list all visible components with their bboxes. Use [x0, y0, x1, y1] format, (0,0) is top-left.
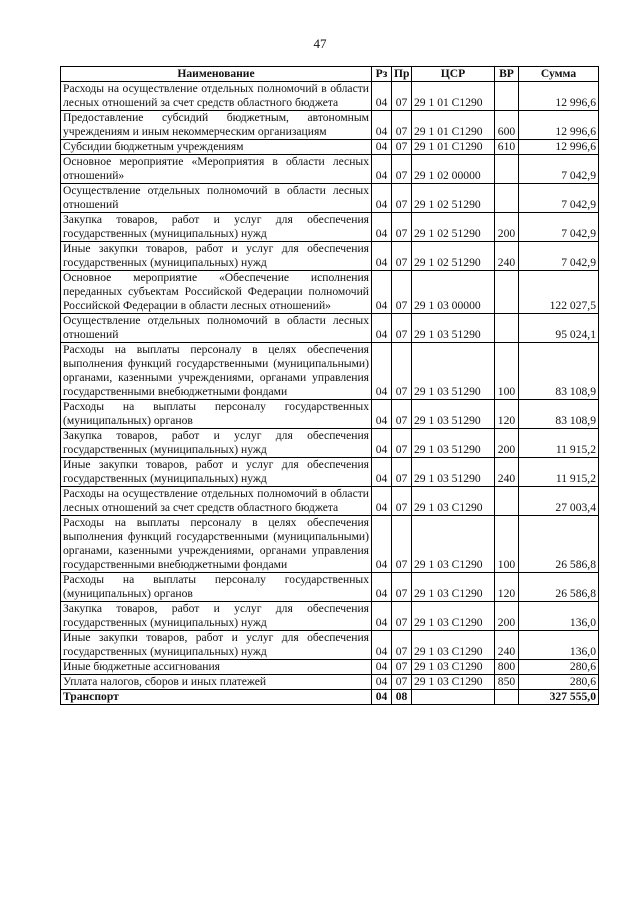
row-name: Предоставление субсидий бюджетным, автономным учреждениям и иным некоммерческим организациям	[61, 111, 372, 140]
row-sum: 26 586,8	[519, 516, 599, 573]
table-row	[61, 516, 599, 573]
row-rz: 04	[372, 213, 392, 242]
total-sum: 327 555,0	[519, 690, 599, 705]
row-csr: 29 1 03 51290	[412, 314, 495, 343]
row-csr: 29 1 03 51290	[412, 343, 495, 400]
row-vr: 200	[495, 429, 519, 458]
row-name: Закупка товаров, работ и услуг для обеспечения государственных (муниципальных) нужд	[61, 429, 372, 458]
row-csr: 29 1 03 С1290	[412, 516, 495, 573]
row-pr: 07	[392, 516, 412, 573]
row-pr: 07	[392, 140, 412, 155]
row-name: Расходы на выплаты персоналу в целях обеспечения выполнения функций государственными (муниципальными) органами, казенными учреждениями, органами управления государственными внебюджетными фондами	[61, 516, 372, 573]
row-rz: 04	[372, 660, 392, 675]
row-vr	[495, 82, 519, 111]
total-rz: 04	[372, 690, 392, 705]
table-row	[61, 675, 599, 690]
total-pr: 08	[392, 690, 412, 705]
row-vr: 100	[495, 516, 519, 573]
page-number: 47	[313, 36, 327, 51]
row-csr: 29 1 03 С1290	[412, 675, 495, 690]
row-rz: 04	[372, 675, 392, 690]
row-sum: 83 108,9	[519, 400, 599, 429]
row-vr: 120	[495, 573, 519, 602]
row-vr: 600	[495, 111, 519, 140]
row-vr: 200	[495, 602, 519, 631]
row-pr: 07	[392, 184, 412, 213]
row-rz: 04	[372, 516, 392, 573]
row-rz: 04	[372, 111, 392, 140]
row-vr	[495, 314, 519, 343]
row-vr: 800	[495, 660, 519, 675]
row-rz: 04	[372, 487, 392, 516]
row-csr: 29 1 02 51290	[412, 184, 495, 213]
table-row	[61, 631, 599, 660]
row-sum: 26 586,8	[519, 573, 599, 602]
row-pr: 07	[392, 82, 412, 111]
row-name: Осуществление отдельных полномочий в области лесных отношений	[61, 184, 372, 213]
row-pr: 07	[392, 631, 412, 660]
row-pr: 07	[392, 487, 412, 516]
row-name: Иные закупки товаров, работ и услуг для обеспечения государственных (муниципальных) нужд	[61, 458, 372, 487]
column-header-name: Наименование	[61, 67, 372, 82]
row-vr: 100	[495, 343, 519, 400]
table-row	[61, 111, 599, 140]
table-row	[61, 487, 599, 516]
row-sum: 7 042,9	[519, 213, 599, 242]
row-csr: 29 1 03 С1290	[412, 487, 495, 516]
row-rz: 04	[372, 429, 392, 458]
table-row	[61, 184, 599, 213]
row-pr: 07	[392, 111, 412, 140]
row-name: Закупка товаров, работ и услуг для обеспечения государственных (муниципальных) нужд	[61, 602, 372, 631]
row-sum: 280,6	[519, 675, 599, 690]
header-row	[61, 67, 599, 82]
row-sum: 95 024,1	[519, 314, 599, 343]
row-pr: 07	[392, 343, 412, 400]
row-name: Уплата налогов, сборов и иных платежей	[61, 675, 372, 690]
row-csr: 29 1 01 С1290	[412, 111, 495, 140]
row-sum: 83 108,9	[519, 343, 599, 400]
table-row	[61, 271, 599, 314]
row-vr: 850	[495, 675, 519, 690]
total-csr	[412, 690, 495, 705]
row-pr: 07	[392, 573, 412, 602]
column-header-rz: Рз	[372, 67, 392, 82]
table-row	[61, 573, 599, 602]
table-row	[61, 242, 599, 271]
row-rz: 04	[372, 400, 392, 429]
row-name: Расходы на осуществление отдельных полномочий в области лесных отношений за счет средств областного бюджета	[61, 82, 372, 111]
table-row	[61, 140, 599, 155]
budget-table	[60, 66, 599, 705]
total-vr	[495, 690, 519, 705]
row-name: Иные закупки товаров, работ и услуг для обеспечения государственных (муниципальных) нужд	[61, 242, 372, 271]
row-name: Расходы на выплаты персоналу государственных (муниципальных) органов	[61, 573, 372, 602]
row-sum: 136,0	[519, 631, 599, 660]
row-rz: 04	[372, 314, 392, 343]
table-row	[61, 660, 599, 675]
column-header-pr: Пр	[392, 67, 412, 82]
column-header-sum: Сумма	[519, 67, 599, 82]
row-rz: 04	[372, 631, 392, 660]
row-name: Осуществление отдельных полномочий в области лесных отношений	[61, 314, 372, 343]
row-vr: 200	[495, 213, 519, 242]
row-csr: 29 1 03 51290	[412, 429, 495, 458]
row-rz: 04	[372, 573, 392, 602]
row-rz: 04	[372, 458, 392, 487]
table-row	[61, 429, 599, 458]
row-pr: 07	[392, 242, 412, 271]
row-pr: 07	[392, 213, 412, 242]
row-name: Иные бюджетные ассигнования	[61, 660, 372, 675]
table-row	[61, 82, 599, 111]
row-rz: 04	[372, 82, 392, 111]
row-pr: 07	[392, 660, 412, 675]
row-csr: 29 1 03 51290	[412, 400, 495, 429]
row-csr: 29 1 03 51290	[412, 458, 495, 487]
table-body	[61, 82, 599, 705]
row-csr: 29 1 03 С1290	[412, 602, 495, 631]
row-sum: 11 915,2	[519, 429, 599, 458]
row-rz: 04	[372, 271, 392, 314]
row-rz: 04	[372, 140, 392, 155]
row-vr: 240	[495, 458, 519, 487]
row-sum: 280,6	[519, 660, 599, 675]
row-sum: 7 042,9	[519, 242, 599, 271]
row-name: Субсидии бюджетным учреждениям	[61, 140, 372, 155]
table-row	[61, 602, 599, 631]
row-csr: 29 1 03 С1290	[412, 631, 495, 660]
row-name: Закупка товаров, работ и услуг для обеспечения государственных (муниципальных) нужд	[61, 213, 372, 242]
row-vr	[495, 487, 519, 516]
row-pr: 07	[392, 155, 412, 184]
row-sum: 7 042,9	[519, 184, 599, 213]
row-sum: 12 996,6	[519, 82, 599, 111]
row-name: Расходы на выплаты персоналу в целях обеспечения выполнения функций государственными (муниципальными) органами, казенными учреждениями, органами управления государственными внебюджетными фондами	[61, 343, 372, 400]
row-name: Основное мероприятие «Мероприятия в области лесных отношений»	[61, 155, 372, 184]
table-row	[61, 343, 599, 400]
row-sum: 11 915,2	[519, 458, 599, 487]
row-csr: 29 1 03 С1290	[412, 573, 495, 602]
table-row	[61, 155, 599, 184]
total-row	[61, 690, 599, 705]
row-rz: 04	[372, 343, 392, 400]
row-vr	[495, 271, 519, 314]
row-csr: 29 1 01 С1290	[412, 140, 495, 155]
row-vr: 610	[495, 140, 519, 155]
row-vr: 120	[495, 400, 519, 429]
row-name: Расходы на осуществление отдельных полномочий в области лесных отношений за счет средств областного бюджета	[61, 487, 372, 516]
row-pr: 07	[392, 429, 412, 458]
row-sum: 7 042,9	[519, 155, 599, 184]
row-pr: 07	[392, 271, 412, 314]
row-sum: 122 027,5	[519, 271, 599, 314]
row-name: Расходы на выплаты персоналу государственных (муниципальных) органов	[61, 400, 372, 429]
row-pr: 07	[392, 458, 412, 487]
row-sum: 12 996,6	[519, 111, 599, 140]
row-sum: 27 003,4	[519, 487, 599, 516]
row-vr: 240	[495, 631, 519, 660]
column-header-vr: ВР	[495, 67, 519, 82]
row-rz: 04	[372, 602, 392, 631]
row-pr: 07	[392, 675, 412, 690]
row-csr: 29 1 03 С1290	[412, 660, 495, 675]
row-csr: 29 1 02 00000	[412, 155, 495, 184]
row-sum: 136,0	[519, 602, 599, 631]
row-name: Иные закупки товаров, работ и услуг для обеспечения государственных (муниципальных) нужд	[61, 631, 372, 660]
row-csr: 29 1 02 51290	[412, 242, 495, 271]
table-row	[61, 314, 599, 343]
row-vr	[495, 184, 519, 213]
row-pr: 07	[392, 314, 412, 343]
row-rz: 04	[372, 155, 392, 184]
row-rz: 04	[372, 184, 392, 213]
table-row	[61, 213, 599, 242]
row-sum: 12 996,6	[519, 140, 599, 155]
table-row	[61, 400, 599, 429]
row-pr: 07	[392, 602, 412, 631]
row-vr: 240	[495, 242, 519, 271]
total-name: Транспорт	[61, 690, 372, 705]
row-csr: 29 1 01 С1290	[412, 82, 495, 111]
row-rz: 04	[372, 242, 392, 271]
row-pr: 07	[392, 400, 412, 429]
table-row	[61, 458, 599, 487]
row-vr	[495, 155, 519, 184]
row-csr: 29 1 02 51290	[412, 213, 495, 242]
row-name: Основное мероприятие «Обеспечение исполнения переданных субъектам Российской Федерации полномочий Российской Федерации в области лесных отношений»	[61, 271, 372, 314]
column-header-csr: ЦСР	[412, 67, 495, 82]
row-csr: 29 1 03 00000	[412, 271, 495, 314]
